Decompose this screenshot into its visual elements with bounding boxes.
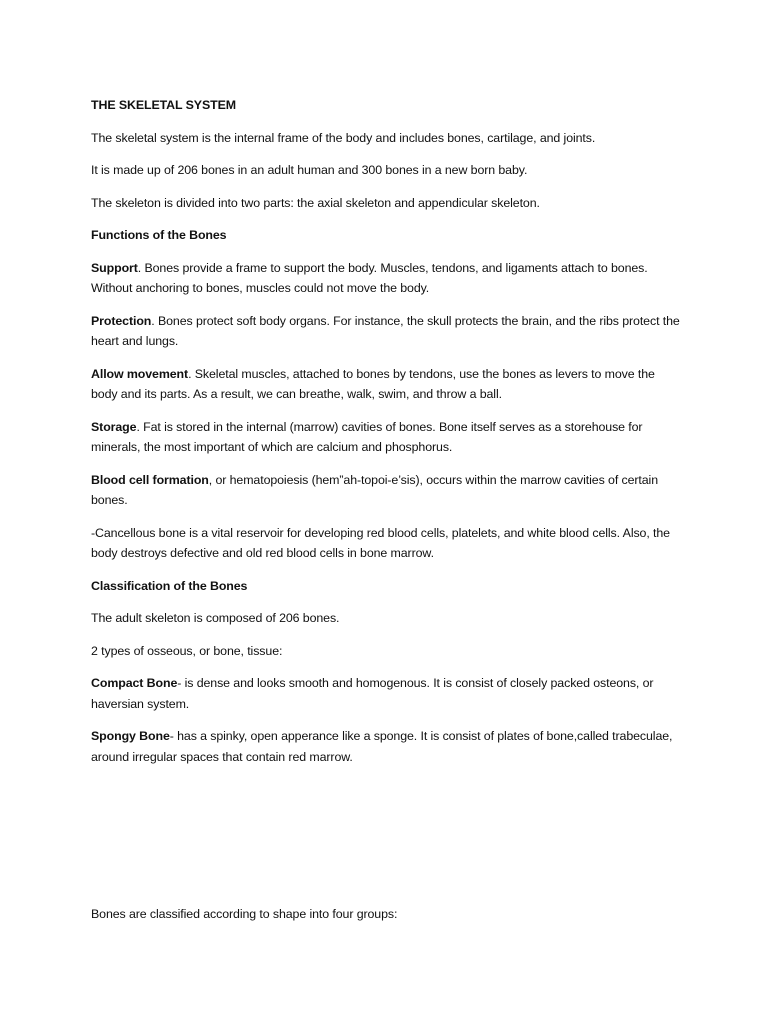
tissue-compact-bone [91,673,681,714]
function-term: Protection [91,313,152,328]
function-support [91,258,681,299]
function-text: . Bones protect soft body organs. For instance, the skull protects the brain, and the ribs protect the heart and lungs. [91,313,680,348]
tissue-text: - is dense and looks smooth and homogenous. It is consist of closely packed osteons, or haversian system. [91,676,654,711]
function-text: . Bones provide a frame to support the body. Muscles, tendons, and ligaments attach to bones. Without anchoring to bones, muscles could not move the body. [91,260,648,295]
shape-groups-intro: Bones are classified according to shape into four groups: [91,907,398,921]
classification-intro: The adult skeleton is composed of 206 bones. [91,611,340,625]
function-storage [91,417,681,458]
function-movement [91,364,681,405]
function-text: . Skeletal muscles, attached to bones by tendons, use the bones as levers to move the body and its parts. As a result, we can breathe, walk, swim, and throw a ball. [91,366,655,401]
tissue-spongy-bone [91,726,681,767]
blank-space [91,779,681,904]
function-protection [91,311,681,352]
cancellous-note: -Cancellous bone is a vital reservoir for developing red blood cells, platelets, and white blood cells. Also, the body destroys defective and old red blood cells in bone marrow. [91,525,670,560]
tissue-term: Spongy Bone [91,729,170,743]
function-blood-cell-formation [91,470,681,511]
functions-heading: Functions of the Bones [91,228,227,242]
function-term: Blood cell formation [91,472,209,487]
intro-paragraph-3: The skeleton is divided into two parts: the axial skeleton and appendicular skeleton. [91,195,540,210]
document-body [91,95,681,937]
function-term: Support [91,260,138,275]
tissue-text: - has a spinky, open apperance like a sponge. It is consist of plates of bone,called trabeculae, around irregular spaces that contain red marrow. [91,729,673,764]
intro-paragraph-2: It is made up of 206 bones in an adult human and 300 bones in a new born baby. [91,163,528,177]
document-title: THE SKELETAL SYSTEM [91,98,236,112]
classification-heading: Classification of the Bones [91,578,248,593]
tissue-term: Compact Bone [91,676,178,690]
tissue-types-intro: 2 types of osseous, or bone, tissue: [91,643,283,658]
intro-paragraph-1: The skeletal system is the internal frame of the body and includes bones, cartilage, and joints. [91,130,596,145]
function-term: Storage [91,419,137,434]
function-term: Allow movement [91,366,189,381]
function-text: . Fat is stored in the internal (marrow) cavities of bones. Bone itself serves as a storehouse for minerals, the most important of which are calcium and phosphorus. [91,419,643,454]
function-text: , or hematopoiesis (hem”ah-topoi-e’sis), occurs within the marrow cavities of certain bones. [91,472,658,507]
